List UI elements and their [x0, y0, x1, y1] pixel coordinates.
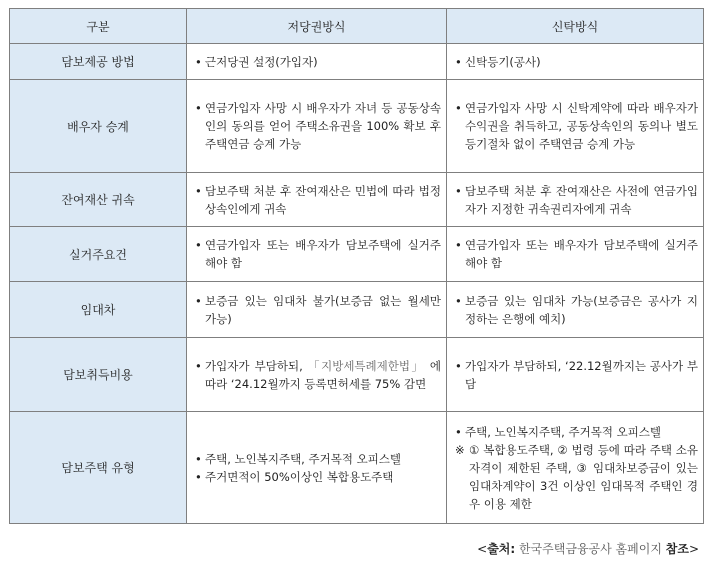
bullet-item: • 근저당권 설정(가입자)	[195, 53, 441, 71]
table-header-row	[10, 9, 704, 44]
caption-ref: 참조	[665, 542, 689, 556]
table-row	[10, 80, 704, 173]
mortgage-cell	[187, 282, 447, 338]
row-category: 담보제공 방법	[10, 44, 187, 80]
table-row	[10, 227, 704, 282]
bullet-item: • 주거면적이 50%이상인 복합용도주택	[195, 468, 441, 486]
row-category: 잔여재산 귀속	[10, 173, 187, 227]
row-category: 담보취득비용	[10, 338, 187, 412]
bullet-item: • 담보주택 처분 후 잔여재산은 사전에 연금가입자가 지정한 귀속권리자에게 귀속	[455, 182, 698, 218]
trust-cell	[447, 80, 704, 173]
header-category: 구분	[10, 9, 187, 44]
note-text: ① 복합용도주택, ② 법령 등에 따라 주택 소유 자격이 제한된 주택, ③ 임대차보증금이 있는 임대차계약이 3건 이상인 임대목적 주택인 경우 이용 제한	[469, 442, 698, 511]
text-part: 에 따라 ‘24.12월까지 등록면허세를 75% 감면	[205, 358, 442, 391]
trust-cell	[447, 282, 704, 338]
bullet-item: • 주택, 노인복지주택, 주거목적 오피스텔	[195, 450, 441, 468]
source-caption	[477, 540, 699, 557]
table-row	[10, 412, 704, 524]
bullet-item: • 연금가입자 사망 시 배우자가 자녀 등 공동상속인의 동의를 얻어 주택소유권을 100% 확보 후 주택연금 승계 가능	[195, 99, 441, 153]
trust-cell	[447, 412, 704, 524]
bullet-item: • 주택, 노인복지주택, 주거목적 오피스텔	[455, 423, 698, 441]
table-row	[10, 173, 704, 227]
bullet-item: • 연금가입자 사망 시 신탁계약에 따라 배우자가 수익권을 취득하고, 공동상속인의 동의나 별도 등기절차 없이 주택연금 승계 가능	[455, 99, 698, 153]
table-row	[10, 282, 704, 338]
mortgage-cell	[187, 80, 447, 173]
note-item	[455, 441, 698, 513]
bullet-item: • 보증금 있는 임대차 가능(보증금은 공사가 지정하는 은행에 예치)	[455, 292, 698, 328]
mortgage-cell	[187, 44, 447, 80]
text-part: 가입자가 부담하되,	[205, 358, 309, 373]
caption-label: 출처:	[487, 542, 516, 556]
trust-cell	[447, 173, 704, 227]
bullet-item: • 보증금 있는 임대차 불가(보증금 없는 월세만 가능)	[195, 292, 441, 328]
bullet-item: • 연금가입자 또는 배우자가 담보주택에 실거주해야 함	[455, 236, 698, 272]
bullet-item: • 가입자가 부담하되, ‘22.12월까지는 공사가 부담	[455, 357, 698, 393]
bullet-item	[195, 357, 441, 393]
row-category: 실거주요건	[10, 227, 187, 282]
bullet-item: • 연금가입자 또는 배우자가 담보주택에 실거주해야 함	[195, 236, 441, 272]
table-row	[10, 338, 704, 412]
mortgage-cell	[187, 338, 447, 412]
mortgage-cell	[187, 412, 447, 524]
caption-source: 한국주택금융공사 홈페이지	[515, 542, 666, 556]
trust-cell	[447, 338, 704, 412]
row-category: 배우자 승계	[10, 80, 187, 173]
mortgage-cell	[187, 227, 447, 282]
trust-cell	[447, 44, 704, 80]
caption-open: <	[477, 542, 488, 556]
comparison-table	[9, 8, 704, 524]
caption-close: >	[688, 542, 699, 556]
law-name: 「지방세특례제한법」	[308, 358, 425, 373]
table-row	[10, 44, 704, 80]
mortgage-cell	[187, 173, 447, 227]
header-mortgage: 저당권방식	[187, 9, 447, 44]
bullet-item: • 담보주택 처분 후 잔여재산은 민법에 따라 법정상속인에게 귀속	[195, 182, 441, 218]
header-trust: 신탁방식	[447, 9, 704, 44]
bullet-item: • 신탁등기(공사)	[455, 53, 698, 71]
trust-cell	[447, 227, 704, 282]
row-category: 담보주택 유형	[10, 412, 187, 524]
row-category: 임대차	[10, 282, 187, 338]
note-mark: ※	[455, 442, 465, 457]
